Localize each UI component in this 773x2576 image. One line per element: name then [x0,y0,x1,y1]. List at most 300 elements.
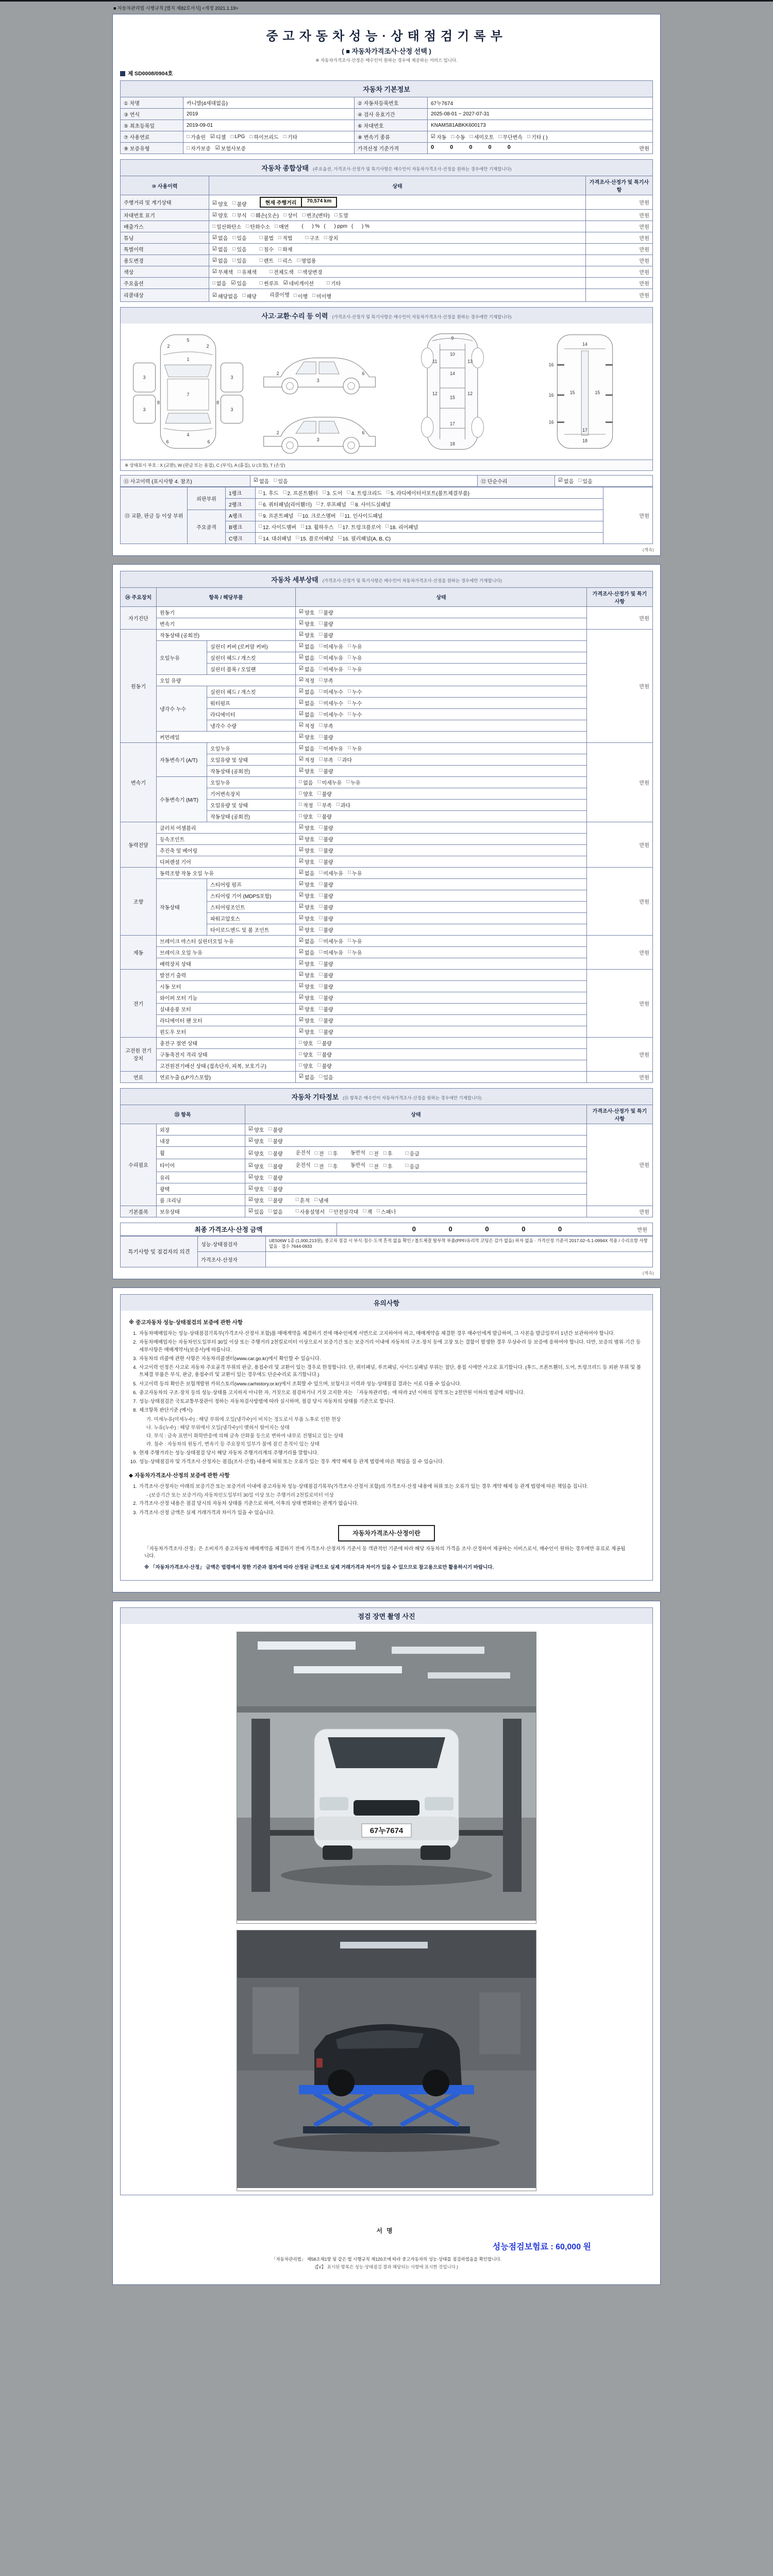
table-row [121,487,653,498]
checkbox-option[interactable]: □ 수동 [451,133,465,141]
note-subitem: 가. 미세누유(미세누수) : 해당 부위에 오일(냉각수)이 비치는 정도로서 부품 노후로 인한 현상 [146,1416,341,1422]
checkbox-option[interactable]: □ 있음 [232,234,247,242]
exchange-label: ⑬ 교환, 판금 등 이상 부위 [121,487,188,544]
checkbox-option[interactable]: □ 미이행 [312,293,332,300]
checkbox-option[interactable]: □ 불량 [268,1126,283,1133]
history-item-label: 용도변경 [121,255,209,266]
checkbox-option[interactable]: □ 미세누유 [319,666,343,673]
checkbox-option[interactable]: □ 불량 [319,983,333,990]
checkbox-option[interactable]: □ 있음 [319,1074,333,1081]
checkbox-option[interactable]: □ 누유 [348,643,362,650]
svg-text:1: 1 [187,356,190,362]
checkbox-option[interactable]: □ 미세누수 [319,711,343,718]
rank-options [256,498,603,510]
checkbox-option[interactable]: □ 미세누수 [319,700,343,707]
device-row [121,1048,653,1060]
unchecked-box-icon: □ [319,926,323,932]
unchecked-box-icon: □ [317,802,321,807]
state-cell [296,674,587,686]
checkbox-option[interactable]: ☑ 적정 [299,722,315,730]
final-price-label: 최종 가격조사·산정 금액 [121,1223,337,1235]
checkbox-option[interactable]: □ 색상변경 [298,268,323,276]
checkbox-option[interactable]: □ 부족 [319,722,333,730]
checked-box-icon: ☑ [215,145,220,151]
checkbox-option[interactable]: □ 불량 [268,1163,283,1170]
rank-options [256,510,603,521]
checkbox-option[interactable]: □ 미세누유 [319,938,343,945]
checkbox-option[interactable]: □ 변조(변타) [302,212,330,219]
car-name-label: ① 차명 [121,97,183,109]
checkbox-option[interactable]: □ 자가보증 [187,145,211,152]
checkbox-option[interactable]: □ 부족 [317,802,332,809]
checkbox-option[interactable]: □ 불량 [319,1017,333,1024]
checkbox-option[interactable]: □ 세미오토 [469,133,494,141]
checkbox-option[interactable]: □ 미세누유 [317,779,342,786]
checkbox-option[interactable]: □ 장치 [324,234,339,242]
checkbox-option[interactable]: ☑ 없음 [299,700,315,707]
checkbox-option[interactable]: ☑ 양호 [299,960,315,968]
checkbox-option[interactable]: □ 불량 [319,768,333,775]
checkbox-option[interactable]: ☑ 없음 [299,938,315,945]
checkbox-option[interactable]: ☑ 양호 [299,926,315,934]
checkbox-option[interactable]: □ 16. 필러패널(A, B, C) [338,535,391,542]
checkbox-option[interactable]: □ 사용설명서 [295,1208,325,1215]
state-cell [296,708,587,720]
checkbox-option[interactable]: □ 9. 프론트패널 [259,512,294,519]
checkbox-option[interactable]: □ 불량 [319,1028,333,1036]
unchecked-box-icon: □ [317,1062,321,1068]
checkbox-option[interactable]: ☑ 양호 [212,200,228,208]
unchecked-box-icon: □ [319,620,323,626]
checkbox-option[interactable]: □ 전체도색 [269,268,294,276]
checkbox-option[interactable]: □ 부족 [319,756,333,764]
checkbox-option[interactable]: □ 렌트 [259,257,274,264]
checkbox-option[interactable]: □ 불량 [268,1197,283,1204]
checkbox-option[interactable]: □ 해당 [242,293,257,300]
checkbox-option[interactable]: □ 불량 [319,960,333,968]
checkbox-option[interactable]: □ 후 [383,1150,393,1157]
checkbox-option[interactable]: □ 불량 [319,620,333,628]
history-item-label: 주행거리 및 계기상태 [121,195,209,210]
checkbox-option[interactable]: ☑ 양호 [212,212,228,219]
unchecked-box-icon: □ [314,1197,318,1202]
checkbox-option[interactable]: ☑ 무채색 [212,268,233,276]
checkbox-option[interactable]: □ 불량 [319,892,333,900]
accident-history-table [120,475,653,487]
unchecked-box-icon: □ [312,293,316,298]
checkbox-option[interactable]: □ 탄화수소 [246,223,271,230]
group-label: 자기진단 [121,606,157,629]
checkbox-option[interactable]: ☑ 양호 [299,1017,315,1024]
legal-statement-2: (【V】 표시된 항목은 성능·상태점검 결과 해당되는 사항에 표시한 것입니다.) [314,2264,459,2269]
checkbox-option[interactable]: □ 가솔린 [187,133,206,141]
checkbox-option[interactable]: □ 과다 [336,802,351,809]
unchecked-box-icon: □ [322,489,326,495]
price-cell: 만원 [586,221,653,232]
checkbox-option[interactable]: □ 13. 휠하우스 [301,523,334,531]
checkbox-option[interactable]: □ 누유 [346,779,361,786]
checkbox-option[interactable]: ☑ 양호 [248,1197,264,1204]
checkbox-option[interactable]: □ 불량 [268,1138,283,1145]
checkbox-option[interactable]: □ 하이브리드 [249,133,279,141]
checkbox-option[interactable]: ☑ 양호 [299,904,315,911]
svg-text:3: 3 [230,406,233,412]
checkbox-option[interactable]: □ 일산화탄소 [212,223,242,230]
device-row [121,776,653,788]
unchecked-box-icon: □ [319,904,323,909]
unchecked-box-icon: □ [319,734,323,739]
checkbox-option[interactable]: □ 10. 크로스멤버 [298,512,336,519]
checkbox-option[interactable]: □ 불량 [319,994,333,1002]
checkbox-option[interactable]: □ 불량 [319,881,333,888]
checkbox-option[interactable]: □ 부식 [232,212,247,219]
checkbox-option[interactable]: □ 불량 [317,790,332,798]
device-row [121,1026,653,1037]
checkbox-option[interactable]: ☑ 없음 [212,234,228,242]
checkbox-option[interactable]: □ 과다 [338,756,352,764]
fuel-options [183,131,355,143]
checkbox-option[interactable]: □ 누유 [348,745,362,752]
checkbox-option[interactable]: □ 3. 도어 [322,489,343,497]
checkbox-option[interactable]: ☑ 양호 [299,609,315,616]
checkbox-option[interactable]: □ 적법 [278,234,293,242]
checkbox-option[interactable]: □ LPG [230,133,245,140]
checkbox-option[interactable]: □ 미세누유 [319,654,343,662]
checkbox-option[interactable]: □ 있음 [232,246,247,253]
checkbox-option[interactable]: □ 누유 [348,949,362,956]
checkbox-option[interactable]: □ 양호 [299,1051,313,1058]
checkbox-option[interactable]: □ 있음 [578,478,593,485]
checkbox-option[interactable]: ☑ 네비게이션 [283,280,314,287]
checkbox-option[interactable]: □ 불량 [319,847,333,854]
page-continue-note: (계속) [642,547,654,552]
checkbox-option[interactable]: ☑ 양호 [299,915,315,922]
checkbox-option[interactable]: □ 불량 [319,858,333,866]
note-item: 3. 자동차의 리콜에 관한 사항은 자동차리콜센터(www.car.go.kr)에서 확인할 수 있습니다. [133,1355,321,1362]
checkbox-option[interactable]: □ 불량 [317,1062,332,1070]
checkbox-option[interactable]: ☑ 있음 [231,280,247,287]
checkbox-option[interactable]: ☑ 없음 [299,688,315,696]
checkbox-option[interactable]: □ 누유 [348,870,362,877]
checked-box-icon: ☑ [231,280,236,286]
checkbox-option[interactable]: □ 18. 리어패널 [385,523,418,531]
checkbox-option[interactable]: □ 누유 [348,666,362,673]
checkbox-option[interactable]: □ 불량 [317,813,332,820]
svg-text:17: 17 [582,427,587,433]
checkbox-option[interactable]: ☑ 없음 [299,654,315,662]
checkbox-option[interactable]: □ 불량 [268,1185,283,1193]
checkbox-option[interactable]: ☑ 양호 [248,1163,264,1170]
unchecked-box-icon: □ [299,790,303,796]
unchecked-box-icon: □ [283,212,287,218]
unchecked-box-icon: □ [317,779,321,785]
price-cell: 만원 [586,244,653,255]
group-label: 연료 [121,1071,157,1082]
checkbox-option[interactable]: □ 불량 [319,836,333,843]
checkbox-option[interactable]: ☑ 양호 [299,620,315,628]
state-text: ( ) ppm [324,223,347,229]
state-text: ( ) % [351,223,369,229]
checkbox-option[interactable]: ☑ 양호 [299,1028,315,1036]
unchecked-box-icon: □ [319,1006,323,1011]
unchecked-box-icon: □ [363,1208,366,1214]
outer-panel-label: 외판부위 [188,487,226,510]
checkbox-option[interactable]: ☑ 양호 [299,768,315,775]
checkbox-option[interactable]: □ 흔적 [295,1197,310,1204]
checkbox-option[interactable]: ☑ 없음 [299,745,315,752]
checkbox-option[interactable]: □ 화재 [278,246,293,253]
checkbox-option[interactable]: □ 있음 [274,478,288,485]
checkbox-option[interactable]: ☑ 없음 [212,246,228,253]
checkbox-option[interactable]: □ 응급 [405,1163,419,1170]
unchecked-box-icon: □ [232,212,236,218]
unchecked-box-icon: □ [230,133,234,140]
checkbox-option[interactable]: □ 12. 사이드멤버 [259,523,297,531]
checkbox-option[interactable]: □ 5. 라디에이터서포트(볼트체결부품) [386,489,470,497]
checkbox-option[interactable]: □ 15. 플로어패널 [296,535,334,542]
checkbox-option[interactable]: ☑ 양호 [299,1006,315,1013]
checkbox-option[interactable]: ☑ 없음 [299,711,315,718]
device-row [121,606,653,618]
col-usage-history: ⑩ 사용이력 [121,176,209,195]
checkbox-option[interactable]: □ 4. 트렁크리드 [347,489,382,497]
checkbox-option[interactable]: □ 불량 [319,926,333,934]
checkbox-option[interactable]: □ 후 [328,1150,338,1157]
checkbox-option[interactable]: ☑ 있음 [248,1208,264,1215]
checkbox-option[interactable]: □ 응급 [405,1150,419,1157]
checkbox-option[interactable]: □ 이행 [293,293,308,300]
checkbox-option[interactable]: ☑ 양호 [299,858,315,866]
checkbox-option[interactable]: ☑ 양호 [299,847,315,854]
checkbox-option[interactable]: ☑ 양호 [248,1174,264,1181]
group-label: 제동 [121,935,157,969]
inspector-remark-text: UE506W 1종 (1,000,213원), 중고차 점검 시 부식·침수·도색 흔적 없음 확인 / 볼트체결 탈부착 부품(PPF/유리막 코팅은 감가 없음) 하자 없음 · 가격산정 기준서 2017.02~5.1-0994X 적용 / 수리요함 사항 없음 · 접수 7644-0933 [266,1236,653,1252]
part-label: 오일누유 [207,776,296,788]
checkbox-option[interactable]: □ 누수 [348,700,362,707]
unchecked-box-icon: □ [283,133,287,140]
checkbox-option[interactable]: □ 양호 [299,1040,313,1047]
checkbox-option[interactable]: □ 썬루프 [259,280,279,287]
checkbox-option[interactable]: ☑ 없음 [212,257,228,264]
checkbox-option[interactable]: ☑ 없음 [558,478,574,485]
year-label: ③ 연식 [121,109,183,120]
checked-box-icon: ☑ [212,257,217,263]
checked-box-icon: ☑ [299,688,304,694]
checkbox-option[interactable]: ☑ 양호 [299,734,315,741]
col-state: 상태 [245,1105,587,1124]
checkbox-option[interactable]: □ 불량 [232,200,247,208]
checkbox-option[interactable]: □ 14. 대쉬패널 [259,535,292,542]
checkbox-option[interactable]: ☑ 양호 [299,824,315,832]
checkbox-option[interactable]: □ 미세누유 [319,643,343,650]
insurance-fee-text: 성능점검보험료 : 60,000 원 [492,2242,591,2251]
checkbox-option[interactable]: □ 불법 [259,234,274,242]
checkbox-option[interactable]: □ 안전삼각대 [329,1208,359,1215]
checkbox-option[interactable]: ☑ 양호 [299,836,315,843]
checkbox-option[interactable]: □ 영업용 [297,257,316,264]
checkbox-option[interactable]: □ 전 [314,1163,324,1170]
svg-text:2: 2 [276,370,279,376]
checkbox-option[interactable]: □ 잭 [363,1208,373,1215]
checkbox-option[interactable]: ☑ 양호 [248,1138,264,1145]
checkbox-option[interactable]: □ 7. 루프패널 [316,501,346,508]
checkbox-option[interactable]: □ 양호 [299,813,313,820]
checkbox-option[interactable]: □ 전 [314,1150,324,1157]
checkbox-option[interactable]: □ 불량 [317,1051,332,1058]
checkbox-option[interactable]: □ 누유 [348,938,362,945]
checkbox-option[interactable]: ☑ 보험사보증 [215,145,246,152]
checkbox-option[interactable]: □ 구조 [305,234,320,242]
checkbox-option[interactable]: ☑ 양호 [248,1185,264,1193]
state-cell [209,278,586,289]
checkbox-option[interactable]: □ 8. 사이드실패널 [350,501,391,508]
checkbox-option[interactable]: □ 냄새 [314,1197,329,1204]
checkbox-option[interactable]: □ 불량 [319,609,333,616]
checkbox-option[interactable]: □ 훼손(오손) [251,212,279,219]
history-item-label: 튜닝 [121,232,209,244]
checkbox-option[interactable]: □ 리스 [278,257,293,264]
state-cell [209,210,586,221]
checkbox-option[interactable]: □ 누수 [348,711,362,718]
checkbox-option[interactable]: ☑ 양호 [299,881,315,888]
state-cell [296,890,587,901]
checkbox-option[interactable]: □ 11. 인사이드패널 [340,512,383,519]
checkbox-option[interactable]: □ 불량 [319,972,333,979]
checked-box-icon: ☑ [212,293,217,298]
checkbox-option[interactable]: ☑ 없음 [299,666,315,673]
checkbox-option[interactable]: □ 불량 [317,1040,332,1047]
checkbox-option[interactable]: ☑ 양호 [299,892,315,900]
checkbox-option[interactable]: ☑ 없음 [299,1074,315,1081]
device-row [121,1206,653,1217]
checkbox-option[interactable]: □ 양호 [299,790,313,798]
simple-repair-options [555,475,653,486]
unchecked-box-icon: □ [338,535,342,540]
checkbox-option[interactable]: □ 있음 [232,257,247,264]
state-cell [296,629,587,640]
unchecked-box-icon: □ [212,280,216,286]
checkbox-option[interactable]: □ 미세누유 [319,745,343,752]
part-label: 스티어링조인트 [207,901,296,912]
checkbox-option[interactable]: □ 미세누유 [319,949,343,956]
car-diagram-panel [120,324,653,460]
rank-label: C랭크 [226,532,256,544]
checkbox-option[interactable]: □ 누유 [348,654,362,662]
checkbox-option[interactable]: □ 후 [328,1163,338,1170]
checkbox-option[interactable]: □ 무단변속 [498,133,523,141]
checkbox-option[interactable]: □ 매연 [275,223,289,230]
state-text: 리콜이행 [269,293,290,298]
checkbox-option[interactable]: ☑ 양호 [299,632,315,639]
checkbox-option[interactable]: □ 없음 [299,779,313,786]
state-cell [296,731,587,742]
checkbox-option[interactable]: ☑ 없음 [254,478,270,485]
checkbox-option[interactable]: □ 불량 [319,734,333,741]
unchecked-box-icon: □ [302,212,306,218]
checkbox-option[interactable]: □ 불량 [268,1174,283,1181]
checkbox-option[interactable]: □ 기타 [283,133,298,141]
note-item: 5. 사고이력 등의 확인은 보험개발원 카히스토리(www.carhistory.or.kr)에서 조회할 수 있으며, 보험사고 이력과 성능·상태점검 결과는 서로 다를 수 있습니다. [133,1381,462,1387]
checkbox-option[interactable]: □ 없음 [268,1208,283,1215]
table-row [121,1223,653,1235]
state-cell [296,901,587,912]
svg-text:16: 16 [548,362,554,367]
checkbox-option[interactable]: □ 불량 [268,1150,283,1157]
checkbox-option[interactable]: □ 불량 [319,915,333,922]
device-row [121,844,653,856]
checkbox-option[interactable]: □ 후 [383,1163,393,1170]
checkbox-option[interactable]: □ 전 [369,1150,379,1157]
checkbox-option[interactable]: □ 2. 프론트휀더 [283,489,318,497]
checkbox-option[interactable]: □ 불량 [319,824,333,832]
checkbox-option[interactable]: ☑ 적정 [299,677,315,684]
checkbox-option[interactable]: □ 도말 [334,212,349,219]
checkbox-option[interactable]: □ 불량 [319,904,333,911]
checked-box-icon: ☑ [283,280,288,286]
checkbox-option[interactable]: □ 상이 [283,212,298,219]
checkbox-option[interactable]: □ 불량 [319,632,333,639]
checkbox-option[interactable]: ☑ 적정 [299,756,315,764]
checked-box-icon: ☑ [212,234,217,241]
checkbox-option[interactable]: ☑ 양호 [299,994,315,1002]
checkbox-option[interactable]: □ 전 [369,1163,379,1170]
checkbox-option[interactable]: ☑ 양호 [299,972,315,979]
unchecked-box-icon: □ [187,145,190,151]
checked-box-icon: ☑ [299,915,304,921]
reg-no-value: 67누7674 [428,97,653,109]
checkbox-option[interactable]: □ 1. 후드 [259,489,279,497]
history-item-label: 색상 [121,266,209,278]
checkbox-option[interactable]: □ 적정 [299,802,313,809]
checkbox-option[interactable]: □ 부족 [319,677,333,684]
unchecked-box-icon: □ [319,643,323,649]
checkbox-option[interactable]: □ 누수 [348,688,362,696]
state-cell [296,754,587,765]
checkbox-option[interactable]: ☑ 자동 [431,133,447,141]
checkbox-option[interactable]: ☑ 양호 [299,983,315,990]
checkbox-option[interactable]: □ 유채색 [237,268,257,276]
checkbox-option[interactable]: □ 미세누유 [319,870,343,877]
device-row [121,867,653,878]
checkbox-option[interactable]: ☑ 없음 [299,870,315,877]
checkbox-option[interactable]: □ 6. 쿼터패널(리어휀더) [259,501,312,508]
checkbox-option[interactable]: □ 없음 [212,280,227,287]
checkbox-option[interactable]: □ 양호 [299,1062,313,1070]
checkbox-option[interactable]: □ 기타 ( ) [527,133,548,141]
unchecked-box-icon: □ [348,654,351,660]
checkbox-option[interactable]: □ 불량 [319,1006,333,1013]
checkbox-option[interactable]: □ 17. 트렁크플로어 [338,523,381,531]
checkbox-option[interactable]: ☑ 없음 [299,643,315,650]
checkbox-option[interactable]: ☑ 양호 [248,1150,264,1157]
unchecked-box-icon: □ [246,223,249,229]
checkbox-option[interactable]: ☑ 없음 [299,949,315,956]
item-label: 윈도우 모터 [157,1026,296,1037]
checkbox-option[interactable]: □ 스패너 [377,1208,396,1215]
checkbox-option[interactable]: □ 기타 [326,280,341,287]
checkbox-option[interactable]: ☑ 양호 [248,1126,264,1133]
checkbox-option[interactable]: □ 미세누수 [319,688,343,696]
svg-text:3: 3 [316,437,320,443]
checkbox-option[interactable]: ☑ 해당없음 [212,293,238,300]
checked-box-icon: ☑ [248,1185,253,1191]
photos-panel [120,1624,653,2195]
item-label: 원동기 [157,606,296,618]
state-text: 운전석 [295,1150,311,1156]
checkbox-option[interactable]: □ 침수 [259,246,274,253]
checkbox-option[interactable]: ☑ 디젤 [210,133,226,141]
unchecked-box-icon: □ [317,1040,321,1045]
